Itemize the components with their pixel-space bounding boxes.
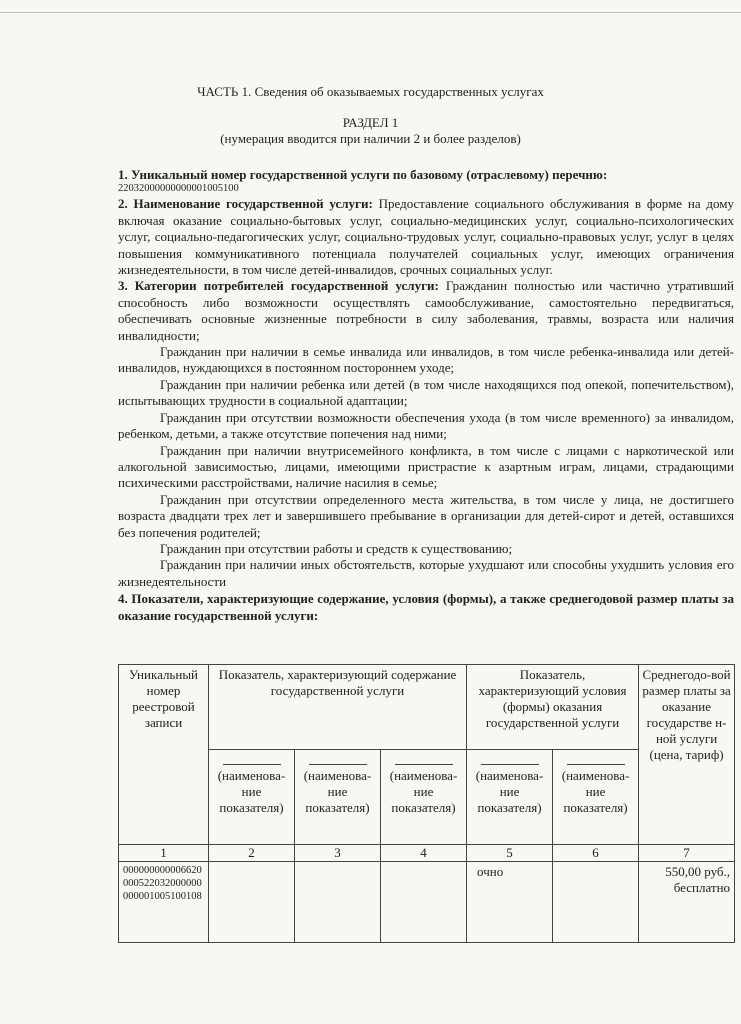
item2-heading: 2. Наименование государственной услуги: <box>118 196 373 212</box>
indicators-table <box>118 664 735 943</box>
blank-line <box>309 764 367 765</box>
item3-heading: 3. Категории потребителей государственной услуги: <box>118 278 439 294</box>
subheader-cell <box>295 750 381 845</box>
table-cell <box>209 862 295 943</box>
registry-number-cell: 000000000006620000522032000000000001005100108 <box>119 862 209 943</box>
subheader-label: (наименова-ние показателя) <box>303 768 372 815</box>
subheader-label: (наименова-ние показателя) <box>475 768 544 815</box>
column-number: 6 <box>553 845 639 862</box>
subheader-label: (наименова-ние показателя) <box>217 768 286 815</box>
item1-heading-text: 1. Уникальный номер государственной услуги по базовому (отраслевому) перечню: <box>118 167 608 182</box>
column-number: 7 <box>639 845 735 862</box>
table-cell <box>553 862 639 943</box>
section-title: РАЗДЕЛ 1 <box>342 115 399 130</box>
section-note: (нумерация вводится при наличии 2 и более разделов) <box>220 131 521 146</box>
item1-heading <box>118 167 734 183</box>
column-number: 4 <box>381 845 467 862</box>
item3-text: Гражданин полностью или частично утративший способность либо возможности осуществлять самообслуживание, самостоятельно передвигаться, обеспечивать основные жизненные потребности в силу заболевания, травмы, возраста или наличия инвалидности; <box>118 278 734 343</box>
subheader-label: (наименова-ние показателя) <box>561 768 630 815</box>
category-paragraph: Гражданин при отсутствии возможности обеспечения ухода (в том числе временного) за инвалидом, ребенком, детьми, а также отсутствие попечения над ними; <box>118 409 734 442</box>
category-paragraph: Гражданин при наличии внутрисемейного конфликта, в том числе с лицами с наркотической или алкогольной зависимостью, лицами, имеющими пристрастие к азартным играм, лицами, страдающими психическими расстройствами, наличие насилия в семье; <box>118 442 734 491</box>
column-number: 1 <box>119 845 209 862</box>
subheader-label: (наименова-ние показателя) <box>389 768 458 815</box>
subheader-cell <box>209 750 295 845</box>
table-cell <box>381 862 467 943</box>
page-edge-line <box>0 12 741 13</box>
price-cell: 550,00 руб., бесплатно <box>639 862 735 943</box>
blank-line <box>567 764 625 765</box>
blank-line <box>223 764 281 765</box>
blank-line <box>395 764 453 765</box>
header-price: Среднегодо-вой размер платы за оказание государстве н-ной услуги (цена, тариф) <box>639 665 735 845</box>
part-title: ЧАСТЬ 1. Сведения об оказываемых государственных услугах <box>197 84 544 99</box>
document-body <box>118 167 734 624</box>
category-paragraph: Гражданин при наличии в семье инвалида или инвалидов, в том числе ребенка-инвалида или детей-инвалидов, нуждающихся в постоянном постороннем уходе; <box>118 344 734 376</box>
header-registry: Уникальный номер реестровой записи <box>119 665 209 845</box>
subheader-cell <box>381 750 467 845</box>
item2 <box>118 196 734 278</box>
column-number: 5 <box>467 845 553 862</box>
category-paragraph: Гражданин при отсутствии определенного места жительства, в том числе у лица, не достигшего возраста двадцати трех лет и завершившего пребывание в организации для детей-сирот и детей, оставшихся без попечения родителей; <box>118 491 734 540</box>
category-paragraph: Гражданин при отсутствии работы и средств к существованию; <box>160 540 513 556</box>
item3 <box>118 278 734 344</box>
item2-text: Предоставление социального обслуживания в форме на дому включая оказание социально-бытовых услуг, социально-медицинских услуг, социально-психологических услуг, социально-педагогических услуг, социально-трудовых услуг, социально-правовых услуг, услуг в целях повышения коммуникативного потенциала получателей социальных услуг, имеющих ограничения жизнедеятельности, в том числе детей-инвалидов, срочных социальных услуг. <box>118 196 734 278</box>
item4-heading: 4. Показатели, характеризующие содержание, условия (формы), а также среднегодовой размер платы за оказание государственной услуги: <box>118 591 734 623</box>
service-code: 22032000000000001005100 <box>118 183 239 195</box>
form-cell: очно <box>467 862 553 943</box>
category-paragraph: Гражданин при наличии ребенка или детей (в том числе находящихся под опекой, попечительством), испытывающих трудности в социальной адаптации; <box>118 376 734 409</box>
table-cell <box>295 862 381 943</box>
header-conditions-indicator: Показатель, характеризующий условия (формы) оказания государственной услуги <box>467 665 639 750</box>
subheader-cell <box>553 750 639 845</box>
category-paragraph: Гражданин при наличии иных обстоятельств, которые ухудшают или способны ухудшить условия его жизнедеятельности <box>118 557 734 589</box>
column-number: 3 <box>295 845 381 862</box>
subheader-cell <box>467 750 553 845</box>
blank-line <box>481 764 539 765</box>
header-content-indicator: Показатель, характеризующий содержание государственной услуги <box>209 665 467 750</box>
column-number: 2 <box>209 845 295 862</box>
